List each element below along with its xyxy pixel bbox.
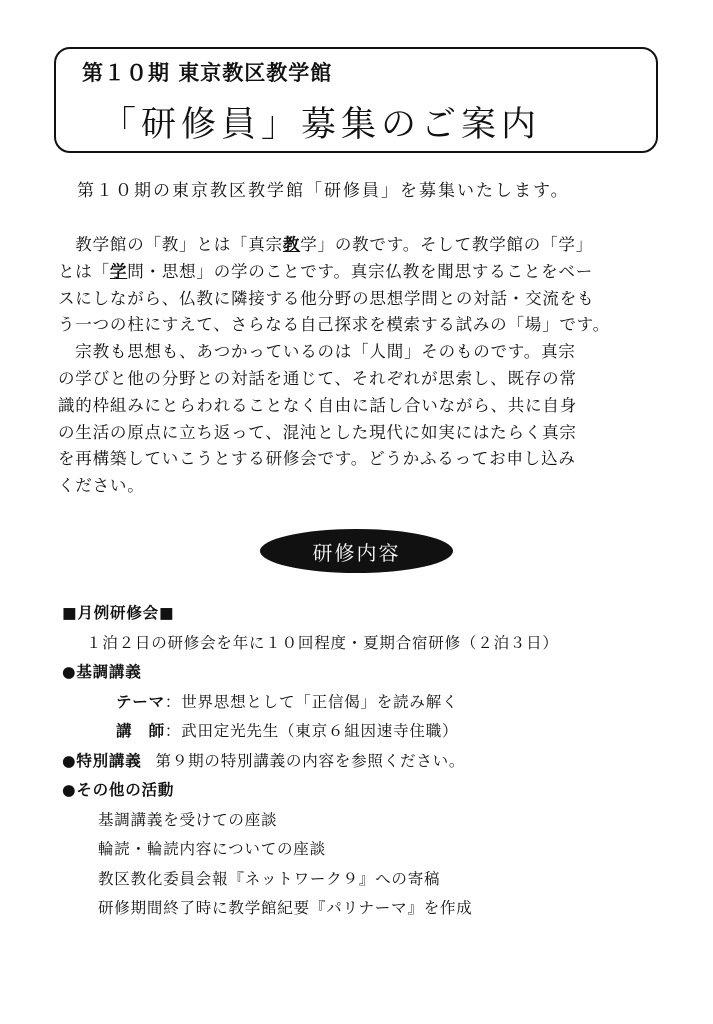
lecturer-row <box>62 717 672 747</box>
emphasis-kyo: 教 <box>282 235 301 254</box>
intro-line: う一つの柱にすえて、さらなる自己探求を模索する試みの「場」です。 <box>58 315 610 335</box>
activity-item: 基調講義を受けての座談 <box>98 810 278 829</box>
intro-line: スにしながら、仏教に隣接する他分野の思想学問との対話・交流をも <box>58 288 595 308</box>
lead-text: 第１０期の東京教区教学館「研修員」を募集いたします。 <box>77 181 570 201</box>
activity-item: 研修期間終了時に教学館紀要『パリナーマ』を作成 <box>98 899 473 917</box>
intro-text-segment: とは「 <box>58 261 110 281</box>
intro-line: の生活の原点に立ち返って、混沌とした現代に如実にはたらく真宗 <box>58 422 577 442</box>
intro-text-segment: 教学館の「教」とは「真宗 <box>58 235 283 254</box>
page-title: 「研修員」募集のご案内 <box>101 105 542 145</box>
monthly-detail: １泊２日の研修会を年に１０回程度・夏期合宿研修（２泊３日） <box>86 633 559 652</box>
section-title-badge <box>260 529 453 573</box>
intro-text-segment: 問・思想」の学のことです。真宗仏教を聞思することをベー <box>127 261 593 281</box>
intro-line: 識的枠組みにとらわれることなく自由に話し合いながら、共に自身 <box>58 395 577 415</box>
header-box <box>54 47 658 153</box>
intro-text <box>58 232 668 500</box>
intro-text-segment: 学」の教です。そして教学館の「学」 <box>300 235 593 254</box>
activity-item: 教区教化委員会報『ネットワーク９』への寄稿 <box>98 869 441 888</box>
emphasis-gaku: 学 <box>109 261 128 281</box>
keynote-heading: ●基調講義 <box>62 663 142 681</box>
intro-line <box>58 232 668 259</box>
activity-item: 輪読・輪読内容についての座談 <box>98 840 326 858</box>
other-heading: ●その他の活動 <box>62 781 175 799</box>
special-detail: 第９期の特別講義の内容を参照ください。 <box>155 751 466 770</box>
intro-line <box>58 259 668 286</box>
special-heading: ●特別講義 <box>62 751 142 770</box>
lecturer-label: 講 師 <box>116 722 165 740</box>
intro-line: を再構築していこうとする研修会です。どうかふるってお申し込み <box>58 449 576 469</box>
intro-line: 宗教も思想も、あつかっているのは「人間」そのものです。真宗 <box>58 342 576 362</box>
header-subtitle: 第１０期 東京教区教学館 <box>82 61 333 85</box>
theme-row <box>62 688 672 718</box>
theme-value: ：世界思想として「正信偈」を読み解く <box>164 692 459 711</box>
intro-line: の学びと他の分野との対話を通じて、それぞれが思索し、既存の常 <box>58 368 577 388</box>
special-row <box>62 747 672 777</box>
section-title: 研修内容 <box>312 540 401 565</box>
lecturer-value: ：武田定光先生（東京６組因速寺住職） <box>164 722 459 740</box>
training-content <box>62 599 672 924</box>
theme-label: テーマ <box>116 692 165 711</box>
intro-line: ください。 <box>58 476 145 496</box>
monthly-heading: ■月例研修会■ <box>62 604 175 622</box>
